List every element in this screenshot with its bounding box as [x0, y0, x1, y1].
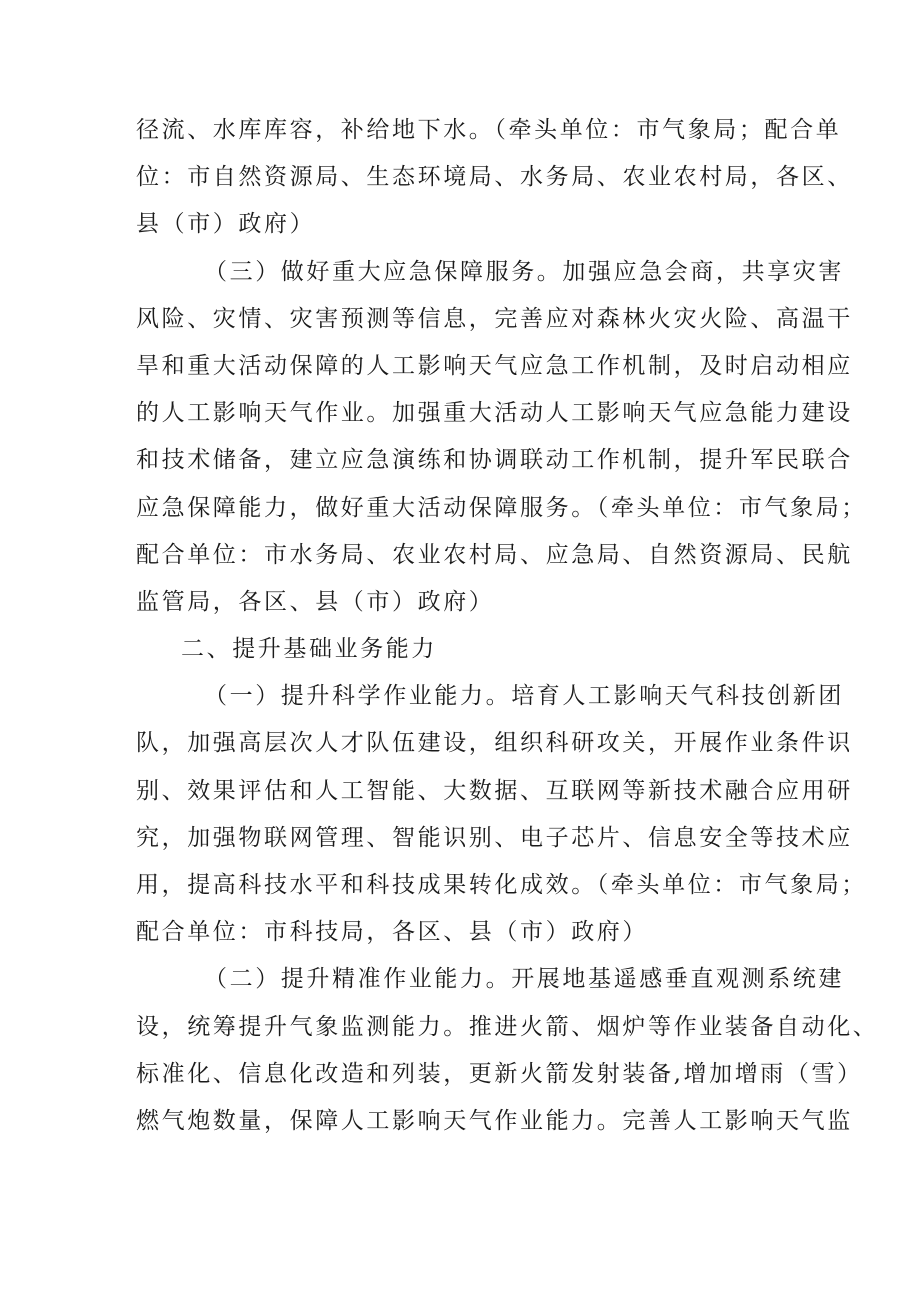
text-line: 监管局，各区、县（市）政府） — [136, 588, 495, 615]
text-line: 的人工影响天气作业。加强重大活动人工影响天气应急能力建设 — [136, 400, 853, 427]
text-line: 别、效果评估和人工智能、大数据、互联网等新技术融合应用研 — [136, 777, 853, 804]
text-line: 县（市）政府） — [136, 211, 316, 238]
paragraph-start-section-3: （三）做好重大应急保障服务。加强应急会商，共享灾害 — [204, 258, 844, 285]
paragraph-start-subsection-1: （一）提升科学作业能力。培育人工影响天气科技创新团 — [204, 683, 844, 710]
text-line: 设，统筹提升气象监测能力。推进火箭、烟炉等作业装备自动化、 — [136, 1013, 879, 1040]
text-line: 旱和重大活动保障的人工影响天气应急工作机制，及时启动相应 — [136, 352, 853, 379]
text-line: 应急保障能力，做好重大活动保障服务。（牵头单位：市气象局； — [136, 494, 867, 521]
text-line: 径流、水库库容，补给地下水。（牵头单位：市气象局；配合单 — [136, 117, 842, 143]
paragraph-start-subsection-2: （二）提升精准作业能力。开展地基遥感垂直观测系统建 — [204, 966, 844, 993]
text-line: 用，提高科技水平和科技成果转化成效。（牵头单位：市气象局； — [136, 872, 867, 898]
text-line: 配合单位：市科技局，各区、县（市）政府） — [136, 919, 648, 946]
text-line: 标准化、信息化改造和列装，更新火箭发射装备,增加增雨（雪） — [136, 1060, 863, 1087]
text-line: 配合单位：市水务局、农业农村局、应急局、自然资源局、民航 — [136, 541, 853, 568]
text-line: 风险、灾情、灾害预测等信息，完善应对森林火灾火险、高温干 — [136, 305, 853, 332]
section-heading: 二、提升基础业务能力 — [181, 636, 437, 663]
text-line: 燃气炮数量，保障人工影响天气作业能力。完善人工影响天气监 — [136, 1107, 853, 1134]
text-line: 位：市自然资源局、生态环境局、水务局、农业农村局，各区、 — [136, 164, 853, 191]
text-line: 和技术储备，建立应急演练和协调联动工作机制，提升军民联合 — [136, 447, 853, 474]
text-line: 队，加强高层次人才队伍建设，组织科研攻关，开展作业条件识 — [136, 730, 853, 757]
text-line: 究，加强物联网管理、智能识别、电子芯片、信息安全等技术应 — [136, 824, 853, 851]
document-page — [136, 112, 879, 1150]
